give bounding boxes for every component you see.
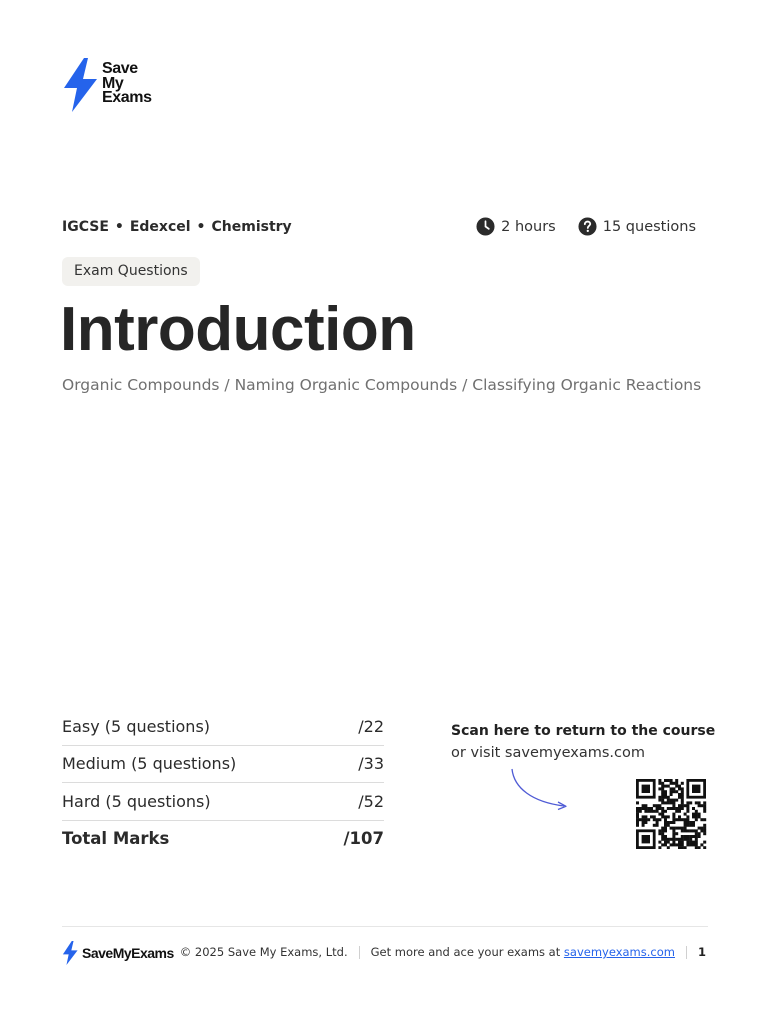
duration-value: 2 hours bbox=[501, 218, 556, 235]
marks-table bbox=[62, 708, 384, 857]
questions-stat bbox=[578, 217, 696, 236]
marks-label: Easy (5 questions) bbox=[62, 716, 211, 736]
question-circle-icon bbox=[578, 217, 597, 236]
website-link[interactable]: savemyexams.com bbox=[563, 945, 675, 959]
page-title: Introduction bbox=[60, 295, 416, 364]
meta-separator: • bbox=[114, 219, 124, 235]
scan-subtitle: or visit savemyexams.com bbox=[451, 745, 645, 761]
marks-label: Medium (5 questions) bbox=[62, 754, 237, 774]
marks-row-medium bbox=[62, 746, 384, 784]
brand-line-1: Save bbox=[102, 60, 138, 77]
promo-text: Get more and ace your exams at bbox=[370, 945, 561, 959]
marks-row-hard bbox=[62, 783, 384, 821]
marks-label: Total Marks bbox=[62, 829, 170, 849]
page-number: 1 bbox=[697, 945, 706, 959]
duration-stat bbox=[476, 217, 556, 236]
exam-type-badge: Exam Questions bbox=[62, 257, 200, 286]
brand-logo bbox=[62, 58, 162, 114]
copyright-text: © 2025 Save My Exams, Ltd. bbox=[179, 945, 348, 959]
marks-value: /22 bbox=[358, 716, 384, 736]
clock-icon bbox=[476, 217, 495, 236]
curved-arrow-icon bbox=[508, 766, 572, 812]
lightning-bolt-icon bbox=[62, 58, 98, 112]
scan-title: Scan here to return to the course bbox=[451, 723, 716, 739]
board-label: Edexcel bbox=[129, 219, 191, 235]
marks-value: /52 bbox=[358, 791, 384, 811]
course-meta bbox=[62, 219, 292, 235]
level-label: IGCSE bbox=[62, 219, 109, 235]
footer-divider bbox=[62, 926, 708, 927]
questions-value: 15 questions bbox=[602, 218, 696, 235]
qr-code-icon[interactable] bbox=[634, 779, 708, 849]
marks-value: /33 bbox=[358, 754, 384, 774]
subject-label: Chemistry bbox=[211, 219, 292, 235]
marks-row-total bbox=[62, 821, 384, 858]
exam-stats bbox=[476, 217, 696, 236]
footer-logo bbox=[62, 941, 174, 965]
breadcrumb: Organic Compounds / Naming Organic Compounds / Classifying Organic Reactions bbox=[62, 376, 702, 394]
footer-brand-name: SaveMyExams bbox=[82, 945, 174, 961]
marks-label: Hard (5 questions) bbox=[62, 791, 211, 811]
lightning-bolt-icon bbox=[62, 941, 78, 965]
marks-value: /107 bbox=[343, 829, 384, 849]
footer-separator bbox=[686, 946, 687, 959]
marks-row-easy bbox=[62, 708, 384, 746]
brand-line-2: My bbox=[102, 74, 124, 92]
brand-line-3: Exams bbox=[102, 89, 152, 106]
brand-wordmark bbox=[102, 62, 152, 106]
footer-separator bbox=[359, 946, 360, 959]
footer-info bbox=[180, 945, 706, 959]
meta-separator: • bbox=[196, 219, 206, 235]
